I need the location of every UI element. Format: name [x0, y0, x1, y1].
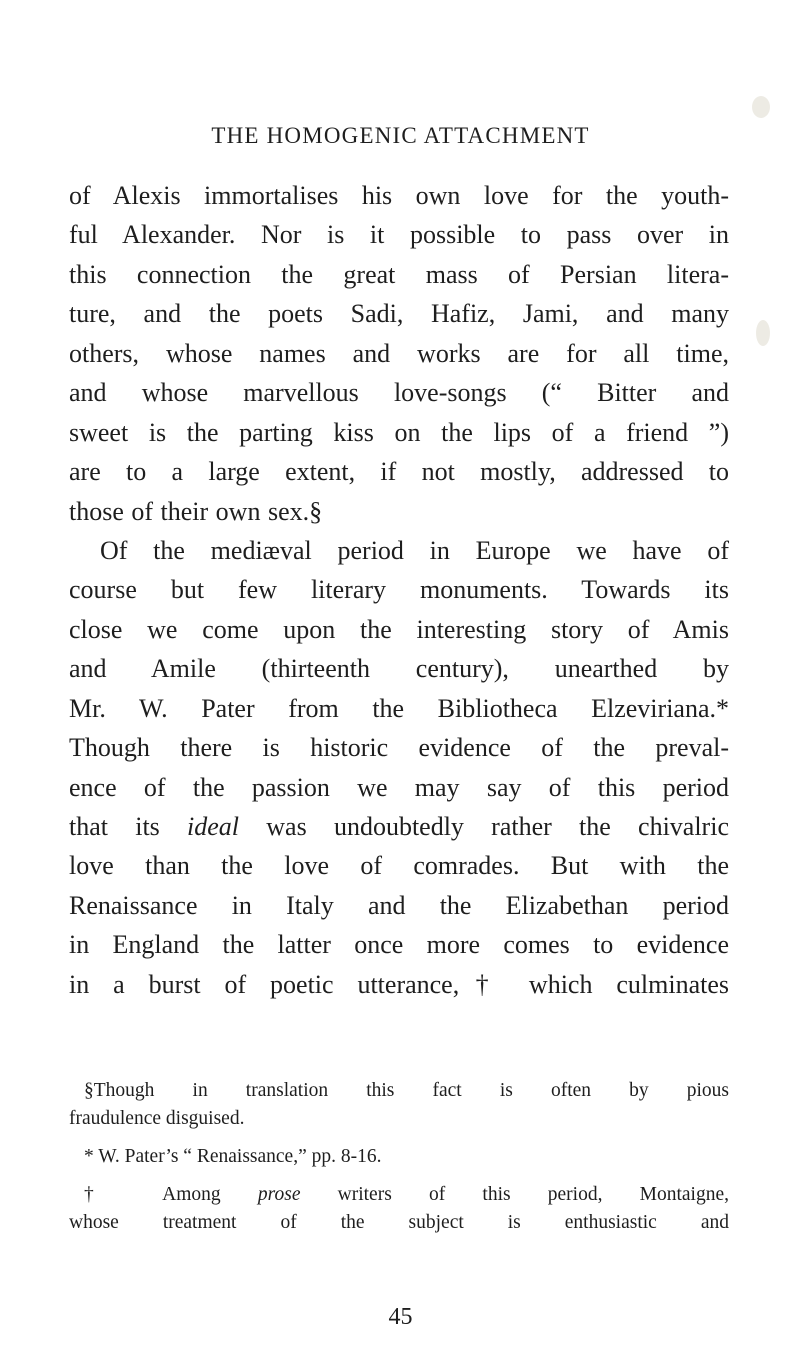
text-line: course but few literary monuments. Towards its — [69, 575, 729, 605]
footnotes — [69, 1077, 729, 1237]
body-text — [69, 176, 729, 1004]
text-line: Though there is historic evidence of the preval- — [69, 733, 729, 763]
text-line: those of their own sex.§ — [69, 496, 323, 526]
text-span: that its — [69, 812, 188, 841]
footnote-line: §Though in translation this fact is often by pious — [84, 1080, 729, 1101]
footnote-gap — [69, 1133, 729, 1143]
footnote-line — [69, 1181, 729, 1209]
text-line — [69, 807, 729, 846]
footnote-gap — [69, 1171, 729, 1181]
text-line: love than the love of comrades. But with the — [69, 851, 729, 881]
text-line: sweet is the parting kiss on the lips of a friend ”) — [69, 417, 729, 447]
text-line: Mr. W. Pater from the Bibliotheca Elzeviriana.* — [69, 693, 729, 723]
text-line: in a burst of poetic utterance,† which culminates — [69, 969, 729, 999]
italic-word: ideal — [187, 812, 240, 841]
text-line: of Alexis immortalises his own love for the youth- — [69, 181, 729, 210]
footnote-line: fraudulence disguised. — [69, 1108, 245, 1129]
text-line: in England the latter once more comes to evidence — [69, 930, 729, 960]
paper-spot — [756, 320, 770, 346]
text-line: this connection the great mass of Persian litera- — [69, 259, 729, 289]
text-line: ture, and the poets Sadi, Hafiz, Jami, and many — [69, 299, 729, 329]
text-line: Of the mediæval period in Europe we have of — [100, 535, 729, 565]
paper-spot — [752, 96, 770, 118]
italic-word: prose — [257, 1184, 301, 1205]
text-line: others, whose names and works are for all time, — [69, 338, 729, 368]
text-line: Renaissance in Italy and the Elizabethan period — [69, 890, 729, 920]
text-span: writers of this period, Montaigne, — [300, 1184, 729, 1205]
text-line: ful Alexander. Nor is it possible to pass over in — [69, 220, 729, 250]
text-span: was undoubtedly rather the chivalric — [239, 812, 729, 841]
text-line: and whose marvellous love-songs (“ Bitter and — [69, 378, 729, 408]
text-line: are to a large extent, if not mostly, addressed to — [69, 457, 729, 487]
text-line: close we come upon the interesting story of Amis — [69, 614, 729, 644]
text-span: † Among — [84, 1184, 258, 1205]
running-head: THE HOMOGENIC ATTACHMENT — [211, 123, 590, 148]
page-number: 45 — [388, 1304, 413, 1330]
footnote-line: whose treatment of the subject is enthusiastic and — [69, 1212, 729, 1233]
footnote-line: * W. Pater’s “ Renaissance,” pp. 8-16. — [84, 1146, 382, 1167]
text-line: and Amile (thirteenth century), unearthed by — [69, 654, 729, 684]
text-line: ence of the passion we may say of this period — [69, 772, 729, 802]
